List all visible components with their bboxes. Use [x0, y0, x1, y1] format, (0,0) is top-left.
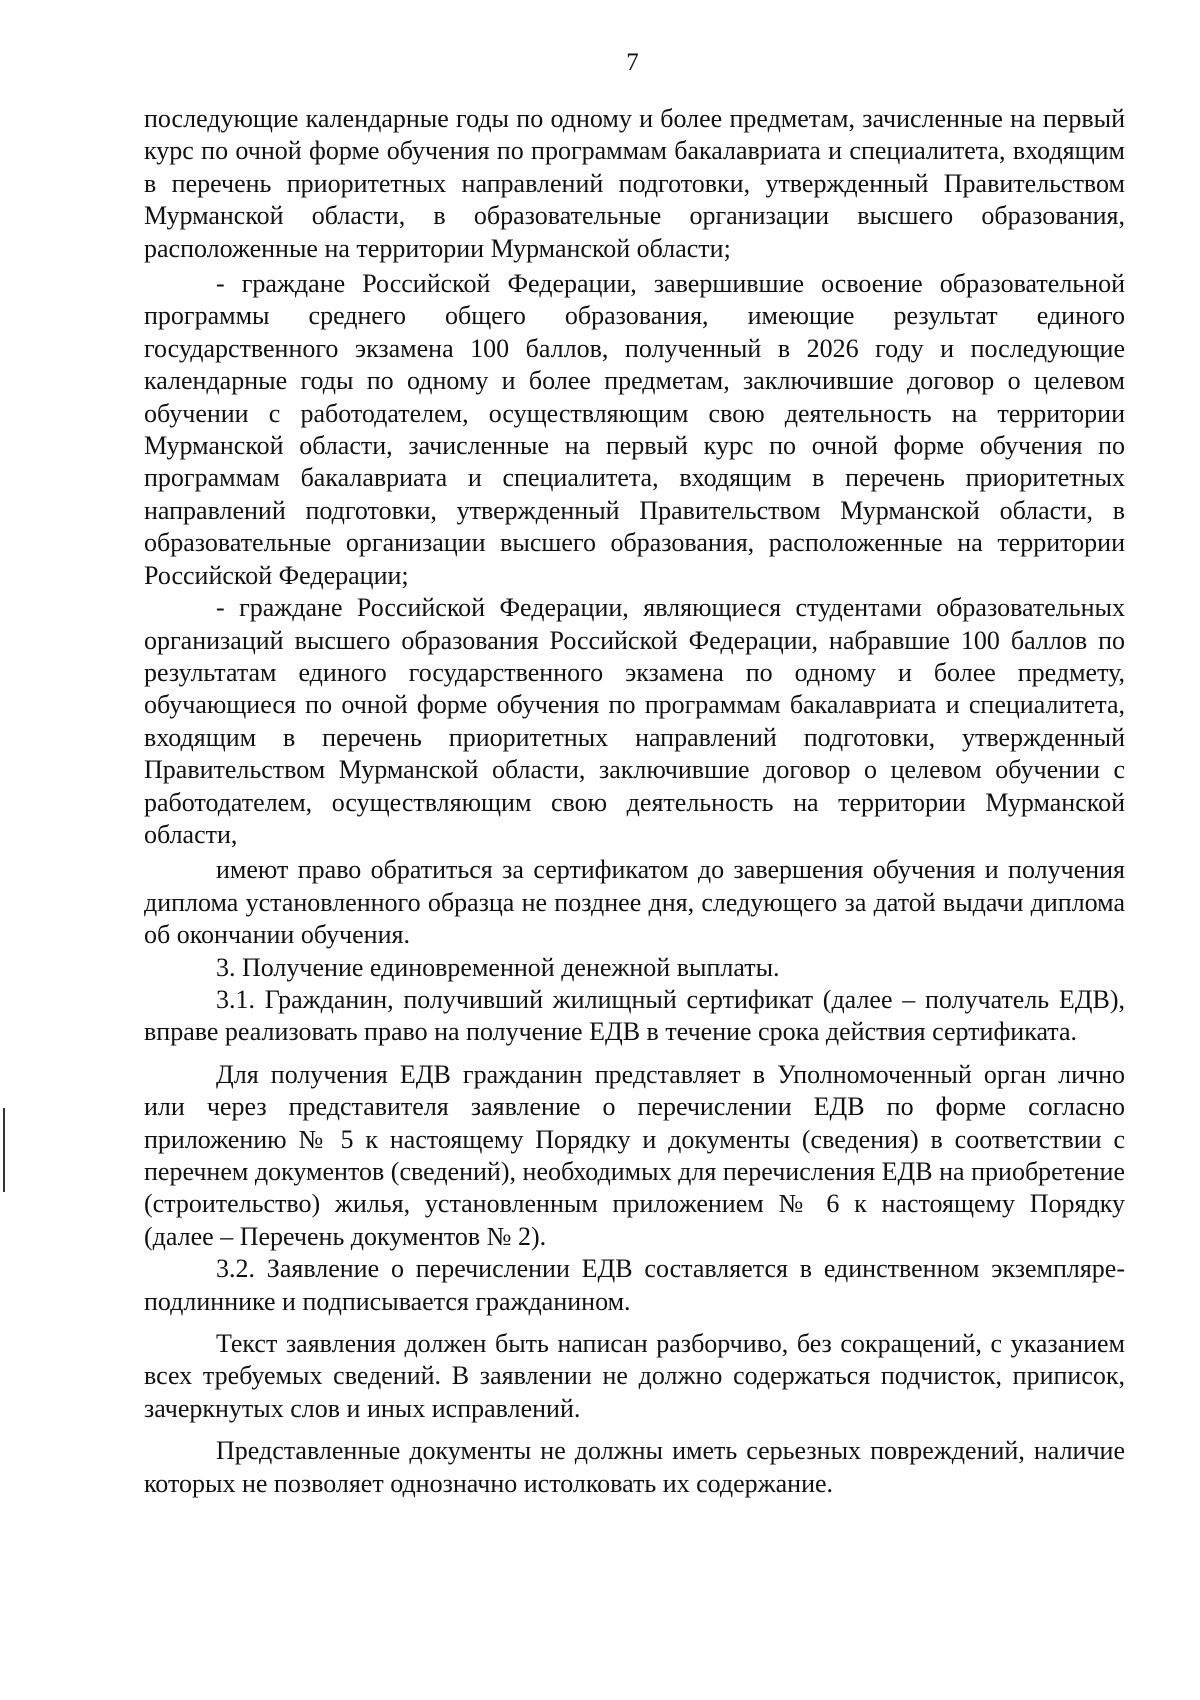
- paragraph-right-to-apply: имеют право обратиться за сертификатом до завершения обучения и получения диплома установленного образца не позднее дня, следующего за датой выдачи диплома об окончании обучения.: [144, 855, 1125, 950]
- scan-edge-mark: [3, 1108, 5, 1192]
- clause-3-1: 3.1. Гражданин, получивший жилищный сертификат (далее – получатель ЕДВ), вправе реализовать право на получение ЕДВ в течение срока действия сертификата.: [144, 984, 1125, 1047]
- paragraph-continuation: последующие календарные годы по одному и более предметам, зачисленные на первый курс по очной форме обучения по программам бакалавриата и специалитета, входящим в перечень приоритетных направлений подготовки, утвержденный Правительством Мурманской области, в образовательные организации высшего образования, расположенные на территории Мурманской области;: [144, 104, 1125, 263]
- list-item-graduates: - граждане Российской Федерации, завершившие освоение образовательной программы среднего общего образования, имеющие результат единого государственного экзамена 100 баллов, полученный в 2026 году и последующие календарные годы по одному и более предметам, заключившие договор о целевом обучении с работодателем, осуществляющим свою деятельность на территории Мурманской области, зачисленные на первый курс по очной форме обучения по программам бакалавриата и специалитета, входящим в перечень приоритетных направлений подготовки, утвержденный Правительством Мурманской области, в образовательные организации высшего образования, расположенные на территории Российской Федерации;: [144, 269, 1125, 590]
- clause-3-2: 3.2. Заявление о перечислении ЕДВ составляется в единственном экземпляре-подлиннике и подписывается гражданином.: [144, 1254, 1125, 1316]
- list-item-students: - граждане Российской Федерации, являющиеся студентами образовательных организаций высшего образования Российской Федерации, набравшие 100 баллов по результатам единого государственного экзамена по одному и более предмету, обучающиеся по очной форме обучения по программам бакалавриата и специалитета, входящим в перечень приоритетных направлений подготовки, утвержденный Правительством Мурманской области, заключившие договор о целевом обучении с работодателем, осуществляющим свою деятельность на территории Мурманской области,: [144, 593, 1125, 849]
- page-number: 7: [626, 49, 639, 76]
- paragraph-application: Для получения ЕДВ гражданин представляет в Уполномоченный орган лично или через представителя заявление о перечислении ЕДВ по форме согласно приложению № 5 к настоящему Порядку и документы (сведения) в соответствии с перечнем документов (сведений), необходимых для перечисления ЕДВ на приобретение (строительство) жилья, установленным приложением № 6 к настоящему Порядку (далее – Перечень документов № 2).: [144, 1059, 1125, 1251]
- document-body: [144, 103, 1125, 1500]
- section-heading-3: 3. Получение единовременной денежной выплаты.: [216, 952, 780, 982]
- paragraph-application-text: Текст заявления должен быть написан разборчиво, без сокращений, с указанием всех требуемых сведений. В заявлении не должно содержаться подчисток, приписок, зачеркнутых слов и иных исправлений.: [144, 1329, 1125, 1423]
- paragraph-documents: Представленные документы не должны иметь серьезных повреждений, наличие которых не позволяет однозначно истолковать их содержание.: [144, 1436, 1125, 1498]
